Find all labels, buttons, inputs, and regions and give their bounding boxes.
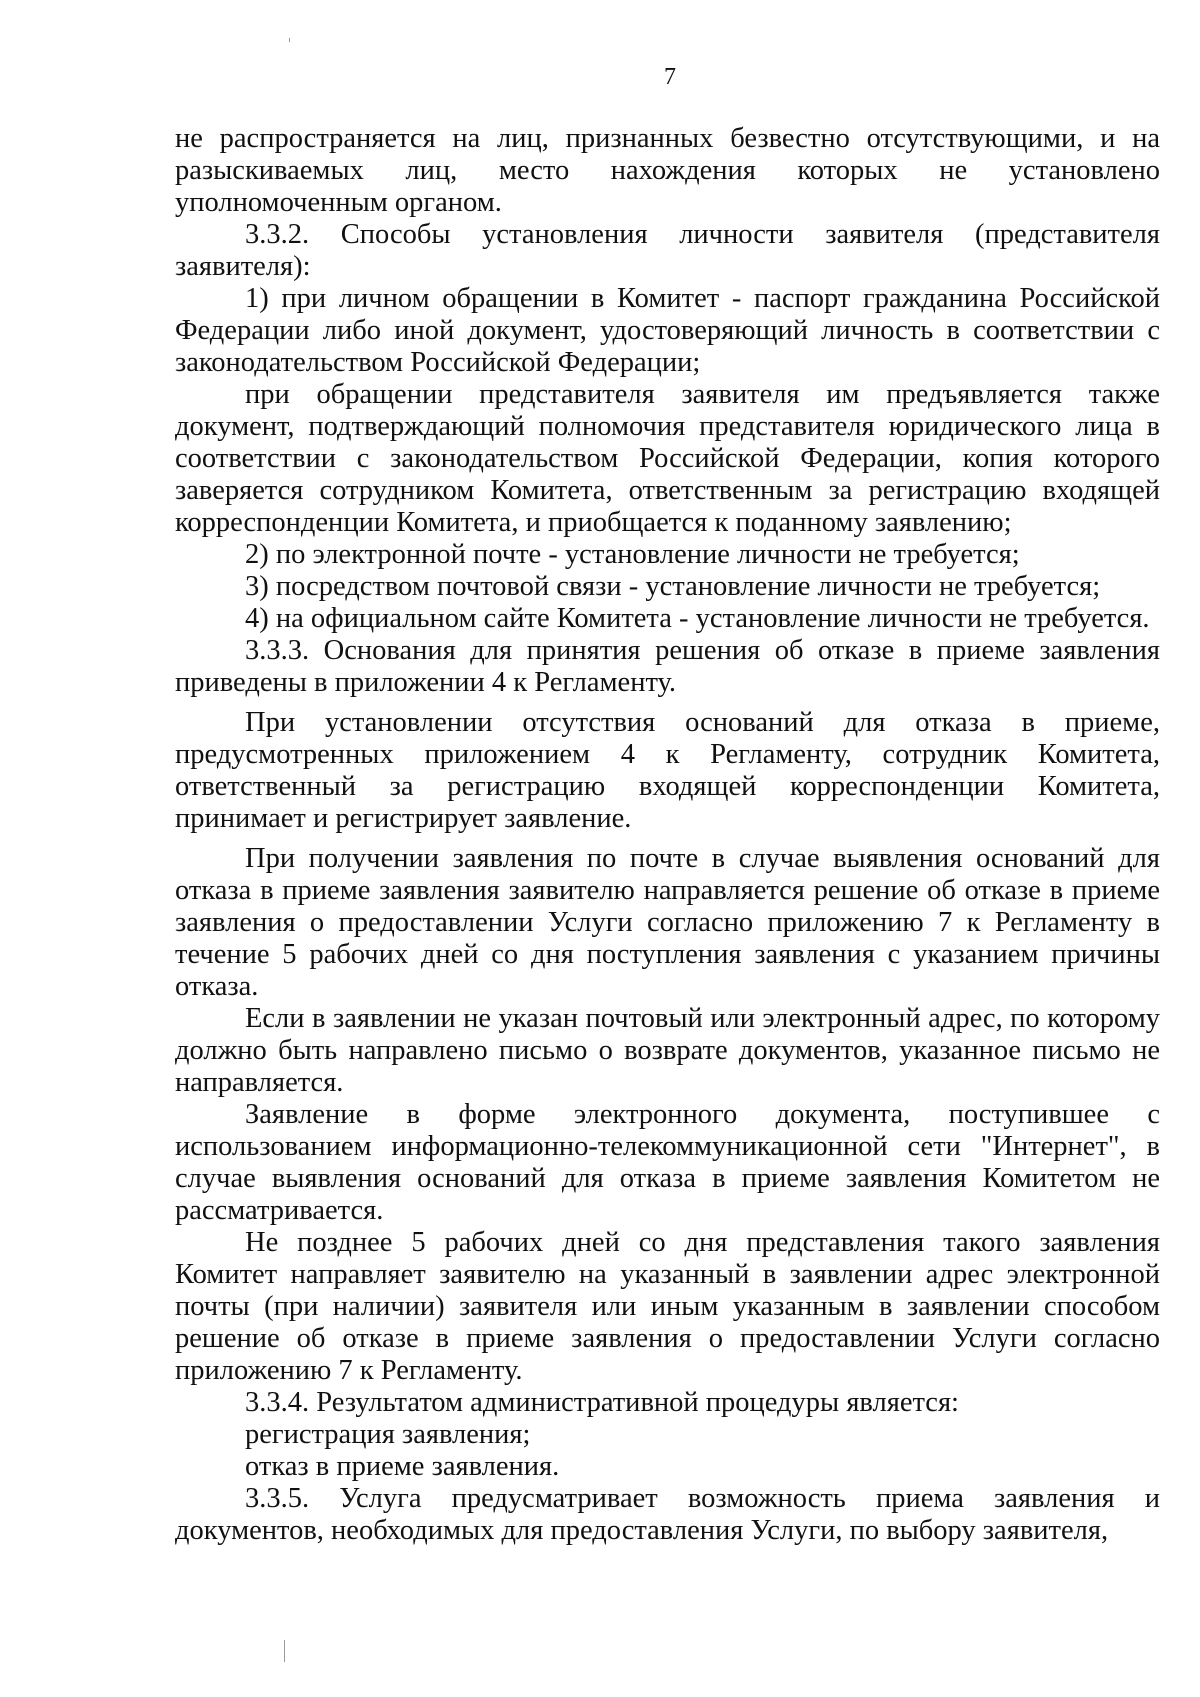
paragraph: не распространяется на лиц, признанных безвестно отсутствующими, и на разыскиваемых лиц, место нахождения которых не установлено уполномоченным органом.: [175, 123, 1160, 218]
scan-artifact: [284, 1640, 285, 1662]
paragraph: При получении заявления по почте в случае выявления оснований для отказа в приеме заявления заявителю направляется решение об отказе в приеме заявления о предоставлении Услуги согласно приложению 7 к Регламенту в течение 5 рабочих дней со дня поступления заявления с указанием причины отказа.: [175, 843, 1160, 1002]
paragraph: 2) по электронной почте - установление личности не требуется;: [245, 539, 1020, 570]
paragraph: 1) при личном обращении в Комитет - паспорт гражданина Российской Федерации либо иной документ, удостоверяющий личность в соответствии с законодательством Российской Федерации;: [175, 283, 1160, 378]
paragraph: При установлении отсутствия оснований для отказа в приеме, предусмотренных приложением 4 к Регламенту, сотрудник Комитета, ответственный за регистрацию входящей корреспонденции Комитета, принимает и регистрирует заявление.: [175, 707, 1160, 834]
page-number: 7: [664, 64, 676, 90]
paragraph: 3.3.5. Услуга предусматривает возможность приема заявления и документов, необходимых для предоставления Услуги, по выбору заявителя,: [175, 1483, 1160, 1546]
paragraph: отказ в приеме заявления.: [245, 1451, 560, 1482]
paragraph: при обращении представителя заявителя им предъявляется также документ, подтверждающий полномочия представителя юридического лица в соответствии с законодательством Российской Федерации, копия которого заверяется сотрудником Комитета, ответственным за регистрацию входящей корреспонденции Комитета, и приобщается к поданному заявлению;: [175, 379, 1160, 538]
paragraph: 4) на официальном сайте Комитета - установление личности не требуется.: [245, 603, 1150, 634]
paragraph: Заявление в форме электронного документа, поступившее с использованием информационно-телекоммуникационной сети "Интернет", в случае выявления оснований для отказа в приеме заявления Комитетом не рассматривается.: [175, 1099, 1160, 1226]
scan-artifact: [289, 38, 290, 42]
paragraph: Если в заявлении не указан почтовый или электронный адрес, по которому должно быть направлено письмо о возврате документов, указанное письмо не направляется.: [175, 1003, 1160, 1098]
paragraph: 3.3.3. Основания для принятия решения об отказе в приеме заявления приведены в приложении 4 к Регламенту.: [175, 635, 1160, 698]
paragraph: регистрация заявления;: [245, 1419, 531, 1450]
paragraph: Не позднее 5 рабочих дней со дня представления такого заявления Комитет направляет заявителю на указанный в заявлении адрес электронной почты (при наличии) заявителя или иным указанным в заявлении способом решение об отказе в приеме заявления о предоставлении Услуги согласно приложению 7 к Регламенту.: [175, 1227, 1160, 1386]
paragraph: 3) посредством почтовой связи - установление личности не требуется;: [245, 571, 1101, 602]
document-body: [175, 123, 1160, 1547]
paragraph: 3.3.2. Способы установления личности заявителя (представителя заявителя):: [175, 219, 1160, 282]
paragraph: 3.3.4. Результатом административной процедуры является:: [245, 1387, 959, 1418]
